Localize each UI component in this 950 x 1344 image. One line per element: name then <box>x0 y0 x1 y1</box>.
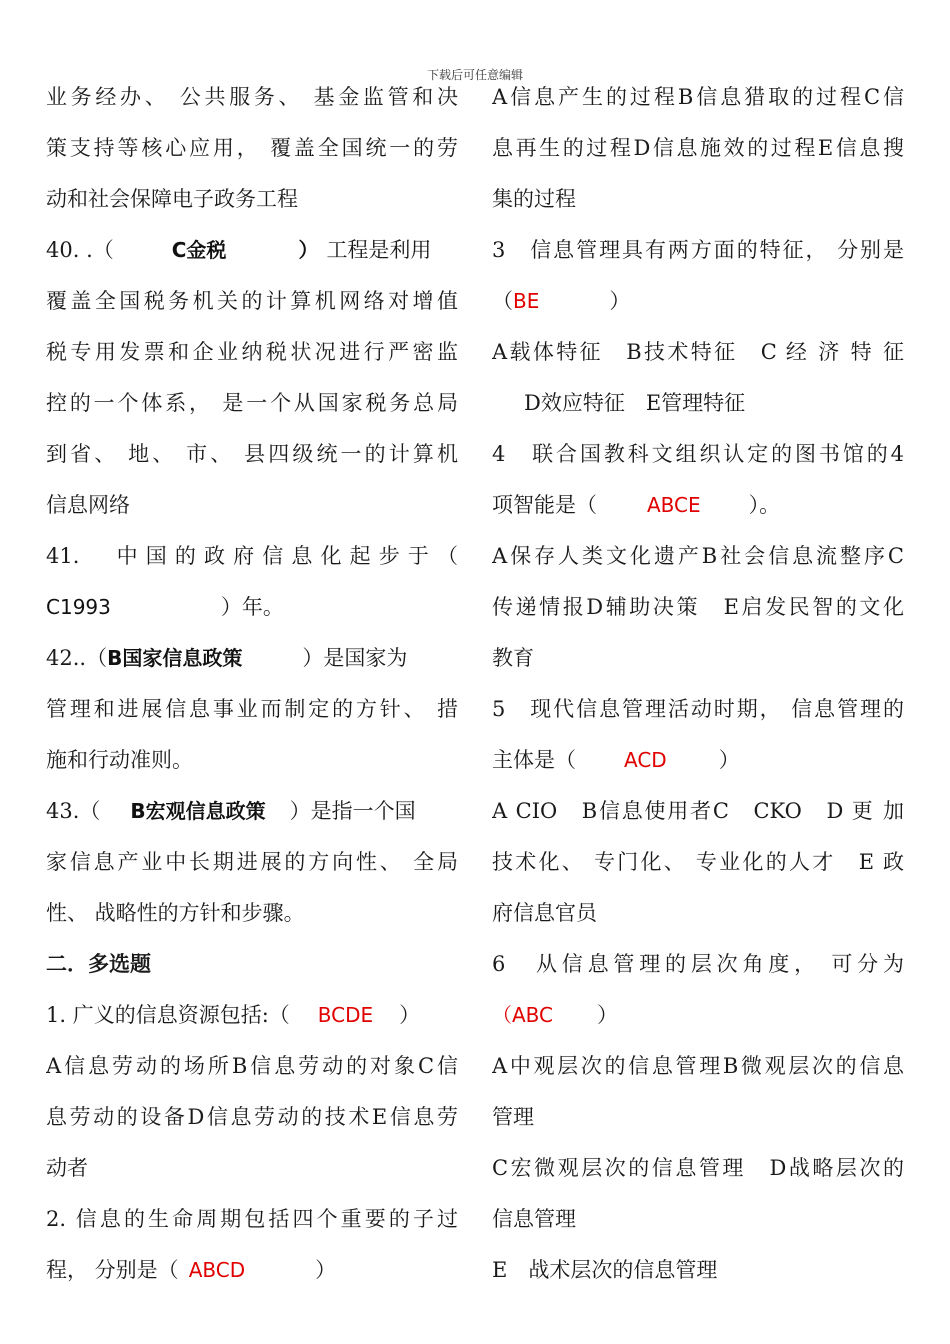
question-42: 42..（B国家信息政策 ）是国家为 <box>46 646 408 670</box>
options-line: 传递情报D辅助决策 E启发民智的文化 <box>492 595 904 619</box>
text-line: 息再生的过程D信息施效的过程E信息搜 <box>492 136 904 160</box>
question-43: 43.（ B宏观信息政策 ）是指一个国 <box>46 799 416 823</box>
multi-question-1: 1. 广义的信息资源包括:（ BCDE ） <box>46 1003 421 1027</box>
answer-m3: BE <box>513 289 540 313</box>
text-line: 策支持等核心应用， 覆盖全国统一的劳 <box>46 136 458 160</box>
options-line: 技术化、 专门化、 专业化的人才 E 政 <box>492 850 904 874</box>
text-line: 税专用发票和企业纳税状况进行严密监 <box>46 340 458 364</box>
text-line: 动和社会保障电子政务工程 <box>46 187 298 211</box>
multi-question-6: 6 从信息管理的层次角度， 可分为 <box>492 952 904 976</box>
page-header: 下载后可任意编辑 <box>426 68 523 82</box>
multi-question-3: 3 信息管理具有两方面的特征， 分别是 <box>492 238 904 262</box>
text-line: 覆盖全国税务机关的计算机网络对增值 <box>46 289 458 313</box>
options-line: E 战术层次的信息管理 <box>492 1258 718 1282</box>
text-line: A信息劳动的场所B信息劳动的对象C信 <box>46 1054 458 1078</box>
text-line: 息劳动的设备D信息劳动的技术E信息劳 <box>46 1105 458 1129</box>
options-line: 府信息官员 <box>492 901 597 925</box>
text-line: 性、 战略性的方针和步骤。 <box>46 901 305 925</box>
multi-question-6-answer-line: （ABC ） <box>492 1003 619 1027</box>
multi-question-2: 2. 信息的生命周期包括四个重要的子过 <box>46 1207 458 1231</box>
text-line: 到省、 地、 市、 县四级统一的计算机 <box>46 442 458 466</box>
multi-question-5: 5 现代信息管理活动时期， 信息管理的 <box>492 697 904 721</box>
answer-41: C1993 <box>46 595 111 619</box>
question-40: 40. .（ C金税 ） 工程是利用 <box>46 238 432 262</box>
multi-question-5-answer-line: 主体是（ ACD ） <box>492 748 740 772</box>
right-column <box>492 75 904 1299</box>
text-line: 信息网络 <box>46 493 130 517</box>
answer-m2: ABCD <box>188 1258 246 1282</box>
multi-question-4: 4 联合国教科文组织认定的图书馆的4 <box>492 442 904 466</box>
text-line: A信息产生的过程B信息猎取的过程C信 <box>492 85 904 109</box>
left-column <box>46 75 458 1299</box>
text-line: 集的过程 <box>492 187 576 211</box>
text-line: 控的一个体系， 是一个从国家税务总局 <box>46 391 458 415</box>
options-line: A载体特征 B技术特征 C 经 济 特 征 <box>492 340 904 364</box>
answer-43: B宏观信息政策 <box>130 799 266 823</box>
answer-m1: BCDE <box>317 1003 374 1027</box>
options-line: A中观层次的信息管理B微观层次的信息 <box>492 1054 904 1078</box>
text-line: 家信息产业中长期进展的方向性、 全局 <box>46 850 458 874</box>
options-line: A CIO B信息使用者C CKO D 更 加 <box>492 799 904 823</box>
text-line: 动者 <box>46 1156 88 1180</box>
options-line: 信息管理 <box>492 1207 576 1231</box>
options-line: D效应特征 E管理特征 <box>524 391 746 415</box>
text-line: 管理和进展信息事业而制定的方针、 措 <box>46 697 458 721</box>
multi-question-4-answer-line: 项智能是（ ABCE ）。 <box>492 493 781 517</box>
options-line: 教育 <box>492 646 534 670</box>
multi-question-3-answer-line: （BE ） <box>492 289 631 313</box>
answer-m5: ACD <box>624 748 667 772</box>
section-heading: 二．多选题 <box>46 952 151 976</box>
answer-m6: ABC <box>512 1003 554 1027</box>
options-line: 管理 <box>492 1105 534 1129</box>
answer-42: B国家信息政策 <box>107 646 243 670</box>
question-41: 41. 中国的政府信息化起步于（ <box>46 544 458 568</box>
options-line: A保存人类文化遗产B社会信息流整序C <box>492 544 904 568</box>
multi-question-2-answer-line: 程， 分别是（ ABCD ） <box>46 1258 337 1282</box>
question-41-answer-line: C1993 ）年。 <box>46 595 284 619</box>
text-line: 业务经办、 公共服务、 基金监管和决 <box>46 85 458 109</box>
answer-m4: ABCE <box>647 493 701 517</box>
text-line: 施和行动准则。 <box>46 748 193 772</box>
answer-40: C金税 <box>171 238 227 262</box>
options-line: C宏微观层次的信息管理 D战略层次的 <box>492 1156 904 1180</box>
